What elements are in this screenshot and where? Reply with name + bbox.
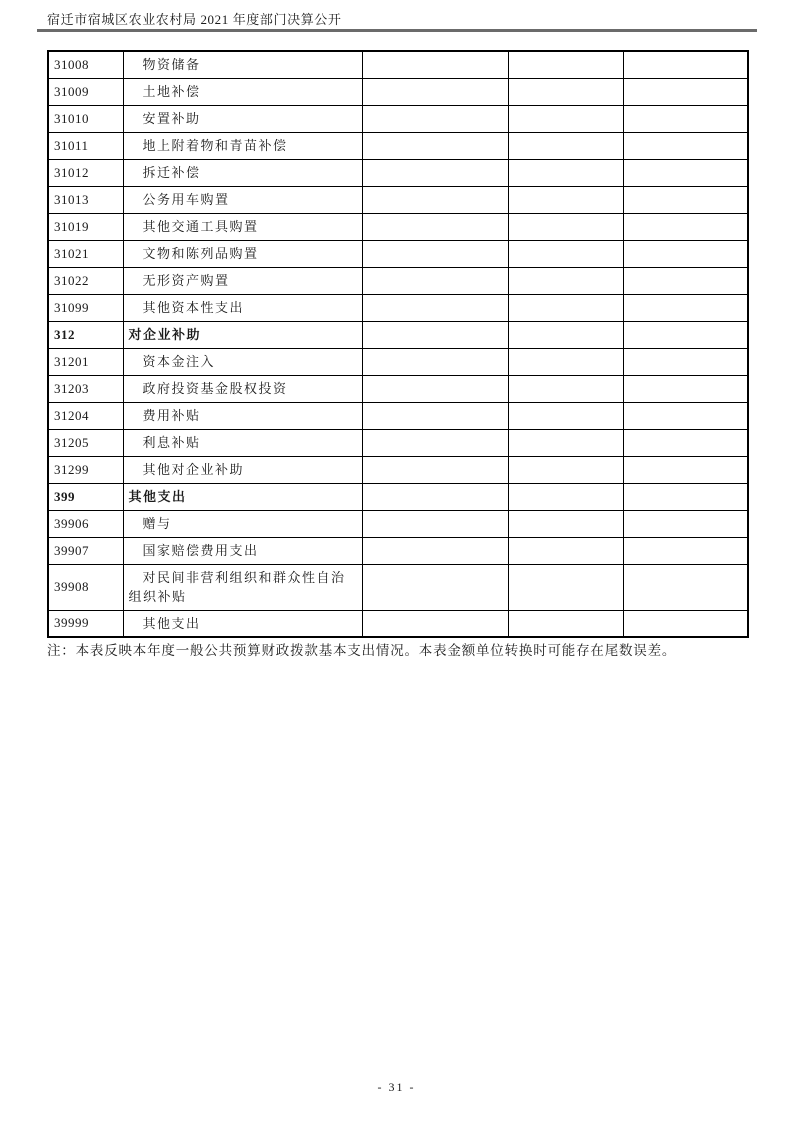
budget-expenditure-table — [47, 50, 749, 638]
table-footnote: 注：本表反映本年度一般公共预算财政拨款基本支出情况。本表金额单位转换时可能存在尾数误差。 — [47, 643, 677, 658]
row-value-cell-3 — [623, 537, 748, 564]
row-value-cell-3 — [623, 294, 748, 321]
row-label: 地上附着物和青苗补偿 — [123, 132, 362, 159]
row-value-cell-1 — [362, 132, 508, 159]
row-value-cell-1 — [362, 240, 508, 267]
row-value-cell-1 — [362, 159, 508, 186]
row-value-cell-3 — [623, 610, 748, 637]
row-code: 31299 — [48, 456, 123, 483]
row-value-cell-1 — [362, 267, 508, 294]
row-value-cell-1 — [362, 294, 508, 321]
row-value-cell-1 — [362, 483, 508, 510]
row-code: 31205 — [48, 429, 123, 456]
row-label: 文物和陈列品购置 — [123, 240, 362, 267]
row-value-cell-1 — [362, 510, 508, 537]
row-value-cell-3 — [623, 267, 748, 294]
row-code: 31204 — [48, 402, 123, 429]
row-code: 31022 — [48, 267, 123, 294]
row-label: 资本金注入 — [123, 348, 362, 375]
row-value-cell-3 — [623, 375, 748, 402]
row-value-cell-2 — [508, 537, 623, 564]
table-row — [48, 348, 748, 375]
row-code: 39999 — [48, 610, 123, 637]
table-row — [48, 321, 748, 348]
row-label: 其他支出 — [123, 483, 362, 510]
row-label: 对民间非营利组织和群众性自治组织补贴 — [123, 564, 362, 610]
row-value-cell-2 — [508, 483, 623, 510]
row-label: 赠与 — [123, 510, 362, 537]
row-value-cell-1 — [362, 537, 508, 564]
row-code: 39907 — [48, 537, 123, 564]
row-value-cell-1 — [362, 105, 508, 132]
table-row — [48, 132, 748, 159]
row-value-cell-3 — [623, 186, 748, 213]
row-label: 其他支出 — [123, 610, 362, 637]
row-value-cell-1 — [362, 429, 508, 456]
row-value-cell-2 — [508, 105, 623, 132]
row-value-cell-2 — [508, 456, 623, 483]
row-label: 国家赔偿费用支出 — [123, 537, 362, 564]
row-value-cell-1 — [362, 402, 508, 429]
row-value-cell-3 — [623, 105, 748, 132]
row-value-cell-2 — [508, 375, 623, 402]
row-value-cell-3 — [623, 402, 748, 429]
row-value-cell-1 — [362, 186, 508, 213]
table-row — [48, 429, 748, 456]
page-number: - 31 - — [377, 1080, 416, 1094]
table-row — [48, 51, 748, 78]
row-label: 其他对企业补助 — [123, 456, 362, 483]
row-label: 费用补贴 — [123, 402, 362, 429]
row-label: 其他资本性支出 — [123, 294, 362, 321]
row-value-cell-2 — [508, 51, 623, 78]
row-value-cell-3 — [623, 429, 748, 456]
table-row — [48, 105, 748, 132]
row-value-cell-2 — [508, 564, 623, 610]
row-code: 31011 — [48, 132, 123, 159]
row-label: 利息补贴 — [123, 429, 362, 456]
row-code: 39908 — [48, 564, 123, 610]
table-row — [48, 294, 748, 321]
row-value-cell-2 — [508, 348, 623, 375]
row-value-cell-2 — [508, 429, 623, 456]
row-value-cell-1 — [362, 610, 508, 637]
table-row — [48, 456, 748, 483]
row-value-cell-2 — [508, 402, 623, 429]
row-value-cell-3 — [623, 240, 748, 267]
row-code: 31201 — [48, 348, 123, 375]
table-row — [48, 186, 748, 213]
row-value-cell-3 — [623, 564, 748, 610]
row-value-cell-2 — [508, 321, 623, 348]
row-value-cell-2 — [508, 132, 623, 159]
row-value-cell-2 — [508, 610, 623, 637]
row-value-cell-2 — [508, 186, 623, 213]
table-row — [48, 213, 748, 240]
table-body — [48, 51, 748, 637]
row-label: 拆迁补偿 — [123, 159, 362, 186]
row-value-cell-3 — [623, 159, 748, 186]
row-value-cell-3 — [623, 132, 748, 159]
row-code: 31021 — [48, 240, 123, 267]
row-value-cell-1 — [362, 78, 508, 105]
row-value-cell-1 — [362, 564, 508, 610]
row-value-cell-1 — [362, 375, 508, 402]
row-value-cell-1 — [362, 321, 508, 348]
row-value-cell-3 — [623, 78, 748, 105]
row-value-cell-3 — [623, 456, 748, 483]
row-label: 土地补偿 — [123, 78, 362, 105]
table-row — [48, 564, 748, 610]
row-value-cell-1 — [362, 348, 508, 375]
row-code: 31010 — [48, 105, 123, 132]
row-code: 31008 — [48, 51, 123, 78]
row-label: 物资储备 — [123, 51, 362, 78]
table-row — [48, 240, 748, 267]
row-label: 公务用车购置 — [123, 186, 362, 213]
table-row — [48, 78, 748, 105]
header-rule-divider — [37, 29, 757, 32]
row-label: 对企业补助 — [123, 321, 362, 348]
row-code: 31012 — [48, 159, 123, 186]
row-value-cell-1 — [362, 456, 508, 483]
table-row — [48, 537, 748, 564]
row-value-cell-2 — [508, 294, 623, 321]
row-code: 39906 — [48, 510, 123, 537]
row-code: 31009 — [48, 78, 123, 105]
row-label: 其他交通工具购置 — [123, 213, 362, 240]
row-code: 31019 — [48, 213, 123, 240]
row-value-cell-2 — [508, 159, 623, 186]
row-value-cell-2 — [508, 78, 623, 105]
row-value-cell-3 — [623, 483, 748, 510]
row-value-cell-3 — [623, 213, 748, 240]
table-row — [48, 483, 748, 510]
row-value-cell-2 — [508, 213, 623, 240]
row-value-cell-3 — [623, 51, 748, 78]
row-value-cell-3 — [623, 510, 748, 537]
row-value-cell-2 — [508, 267, 623, 294]
row-value-cell-2 — [508, 240, 623, 267]
row-code: 31203 — [48, 375, 123, 402]
row-label: 无形资产购置 — [123, 267, 362, 294]
row-label: 安置补助 — [123, 105, 362, 132]
row-code: 399 — [48, 483, 123, 510]
table-row — [48, 375, 748, 402]
row-value-cell-2 — [508, 510, 623, 537]
row-code: 31013 — [48, 186, 123, 213]
row-code: 31099 — [48, 294, 123, 321]
table-row — [48, 510, 748, 537]
row-value-cell-1 — [362, 51, 508, 78]
row-label: 政府投资基金股权投资 — [123, 375, 362, 402]
table-row — [48, 159, 748, 186]
table-row — [48, 402, 748, 429]
row-value-cell-1 — [362, 213, 508, 240]
table-row — [48, 610, 748, 637]
table-row — [48, 267, 748, 294]
page-header-title: 宿迁市宿城区农业农村局 2021 年度部门决算公开 — [47, 12, 342, 27]
row-code: 312 — [48, 321, 123, 348]
row-value-cell-3 — [623, 348, 748, 375]
row-value-cell-3 — [623, 321, 748, 348]
